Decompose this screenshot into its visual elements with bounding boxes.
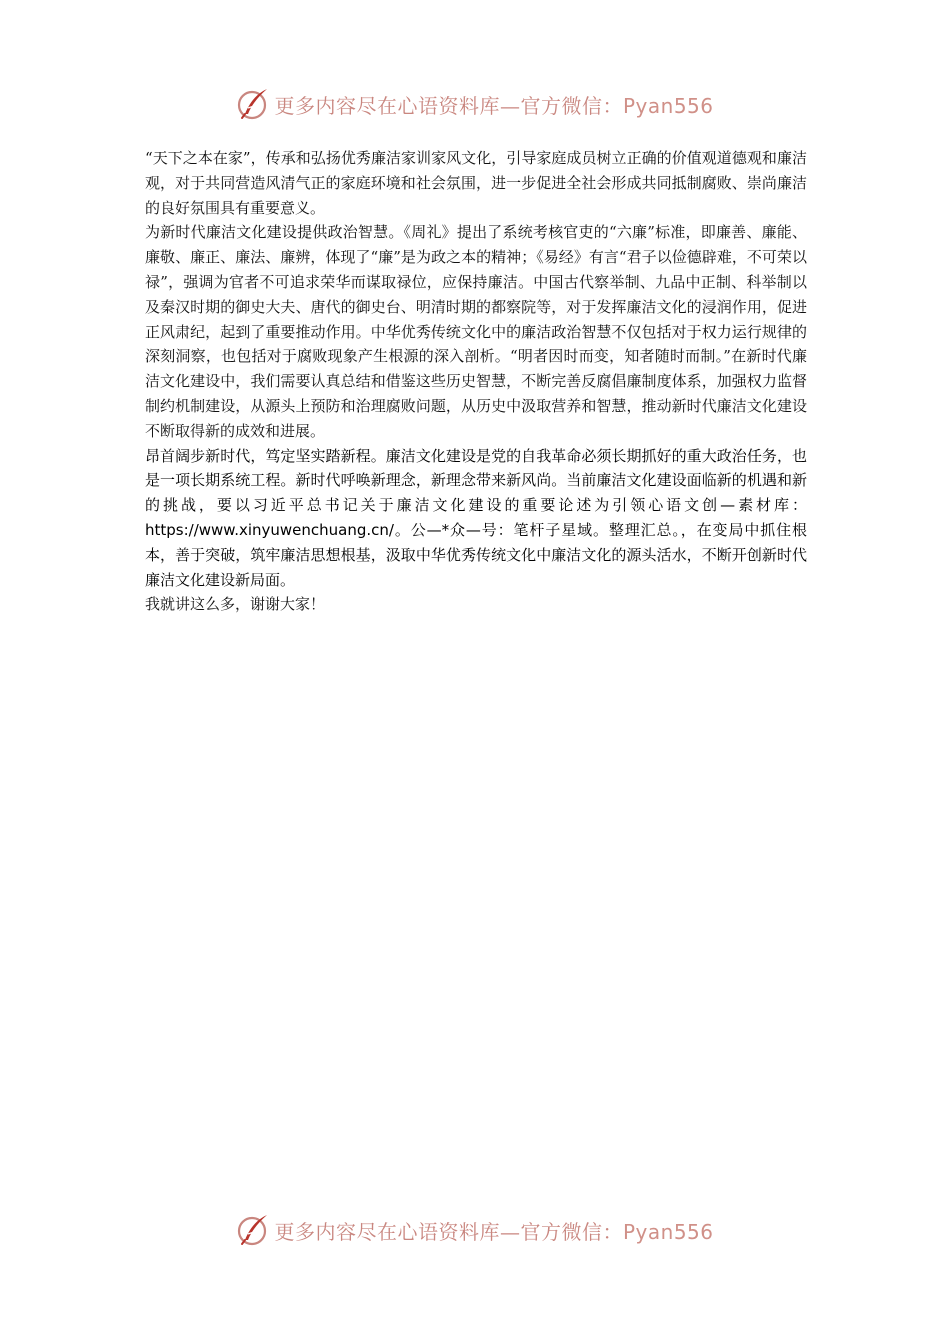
paragraph-family-values: “天下之本在家”，传承和弘扬优秀廉洁家训家风文化，引导家庭成员树立正确的价值观道德观和廉洁观，对于共同营造风清气正的家庭环境和社会氛围，进一步促进全社会形成共同抵制腐败、崇尚廉洁的良好氛围具有重要意义。: [145, 149, 807, 217]
header-watermark-banner: [0, 84, 950, 124]
paragraph-closing: 我就讲这么多，谢谢大家！: [145, 595, 326, 614]
watermark-text: [274, 90, 713, 119]
watermark-wechat-id: Pyan556: [622, 1219, 714, 1244]
paragraph-political-wisdom: 为新时代廉洁文化建设提供政治智慧。《周礼》提出了系统考核官吏的“六廉”标准，即廉善、廉能、廉敬、廉正、廉法、廉辨，体现了“廉”是为政之本的精神；《易经》有言“君子以俭德辟难，不可荣以禄”，强调为官者不可追求荣华而谋取禄位，应保持廉洁。中国古代察举制、九品中正制、科举制以及秦汉时期的御史大夫、唐代的御史台、明清时期的都察院等，对于发挥廉洁文化的浸润作用，促进正风肃纪，起到了重要推动作用。中华优秀传统文化中的廉洁政治智慧不仅包括对于权力运行规律的深刻洞察，也包括对于腐败现象产生根源的深入剖析。“明者因时而变，知者随时而制。”在新时代廉洁文化建设中，我们需要认真总结和借鉴这些历史智慧，不断完善反腐倡廉制度体系，加强权力监督制约机制建设，从源头上预防和治理腐败问题，从历史中汲取营养和智慧，推动新时代廉洁文化建设不断取得新的成效和进展。: [145, 223, 807, 440]
document-body: [145, 146, 807, 617]
quill-pen-logo-icon: [236, 87, 270, 121]
watermark-main-text: 更多内容尽在心语资料库—官方微信：: [274, 1219, 623, 1244]
footer-watermark-banner: [0, 1210, 950, 1250]
watermark-main-text: 更多内容尽在心语资料库—官方微信：: [274, 93, 623, 118]
paragraph-new-era: 昂首阔步新时代，笃定坚实踏新程。廉洁文化建设是党的自我革命必须长期抓好的重大政治任务，也是一项长期系统工程。新时代呼唤新理念，新理念带来新风尚。当前廉洁文化建设面临新的机遇和新的挑战，要以习近平总书记关于廉洁文化建设的重要论述为引领心语文创—素材库：https://www.xinyuwenchuang.cn/。公—*众—号：笔杆子星域。整理汇总。，在变局中抓住根本，善于突破，筑牢廉洁思想根基，汲取中华优秀传统文化中廉洁文化的源头活水，不断开创新时代廉洁文化建设新局面。: [145, 446, 807, 589]
watermark-wechat-id: Pyan556: [622, 93, 714, 118]
quill-pen-logo-icon: [236, 1213, 270, 1247]
watermark-text: [274, 1216, 713, 1245]
